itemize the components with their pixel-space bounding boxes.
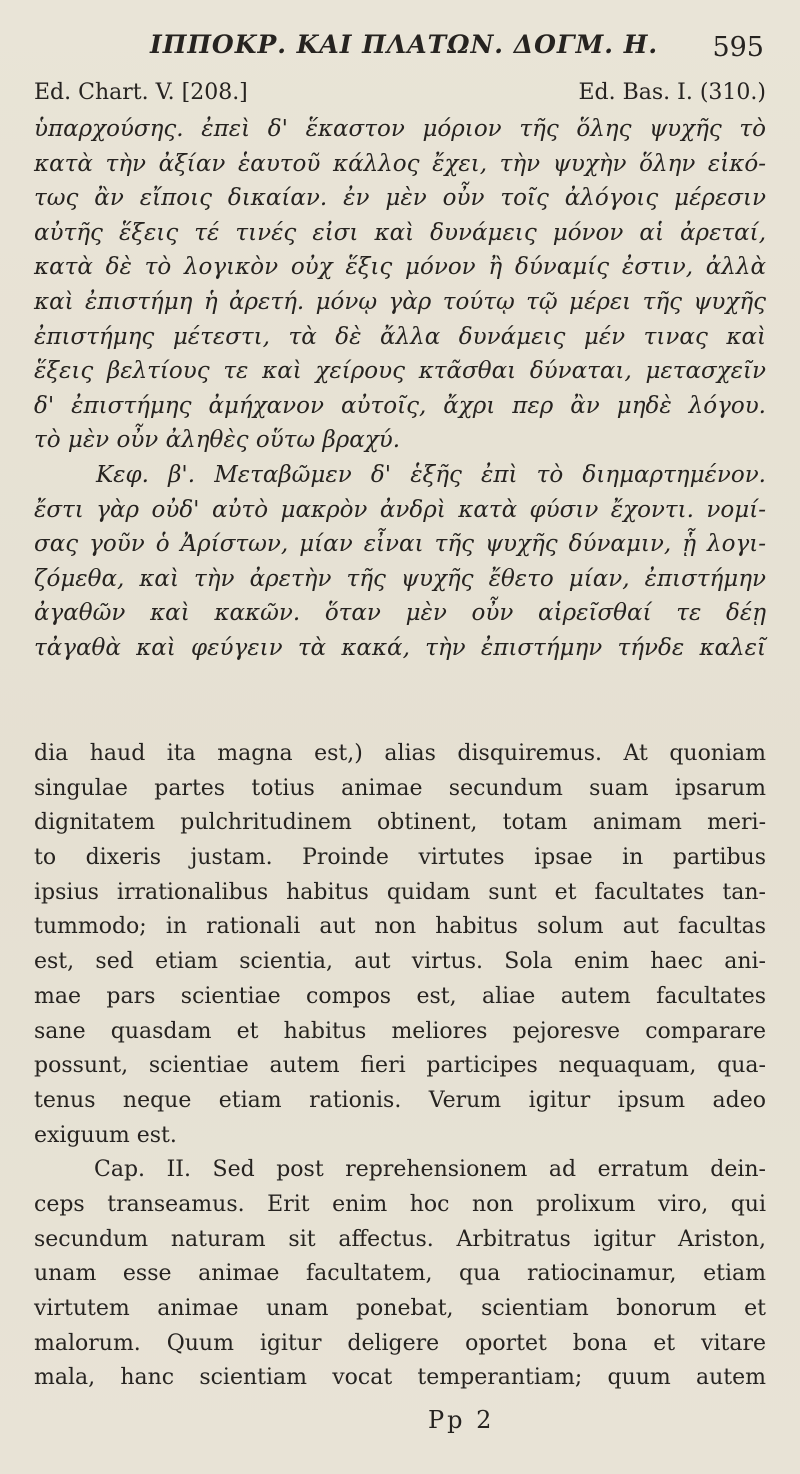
greek-line: ἔστι γὰρ οὐδ' αὐτὸ μακρὸν ἀνδρὶ κατὰ φύσιν ἔχοντι. νομί- bbox=[34, 496, 766, 523]
latin-chapter-heading-line: Cap. II. Sed post reprehensionem ad erratum dein- bbox=[94, 1157, 766, 1183]
edition-chartier: Ed. Chart. V. [208.] bbox=[34, 80, 248, 105]
latin-line: malorum. Quum igitur deligere oportet bona et vitare bbox=[34, 1330, 766, 1356]
greek-line: ἐπιστήμης μέτεστι, τὰ δὲ ἄλλα δυνάμεις μέν τινας καὶ bbox=[34, 323, 766, 350]
latin-line: dignitatem pulchritudinem obtinent, totam animam meri- bbox=[34, 810, 766, 836]
latin-line: secundum naturam sit affectus. Arbitratus igitur Ariston, bbox=[34, 1226, 766, 1252]
latin-line: singulae partes totius animae secundum suam ipsarum bbox=[34, 775, 766, 801]
greek-line: καὶ ἐπιστήμη ἡ ἀρετή. μόνῳ γὰρ τούτῳ τῷ μέρει τῆς ψυχῆς bbox=[34, 288, 766, 315]
greek-line: ἕξεις βελτίους τε καὶ χείρους κτᾶσθαι δύναται, μετασχεῖν bbox=[34, 358, 766, 385]
greek-line: κατὰ δὲ τὸ λογικὸν οὐχ ἕξις μόνον ἢ δύναμίς ἐστιν, ἀλλὰ bbox=[34, 254, 766, 281]
greek-line: αὐτῆς ἕξεις τέ τινές εἰσι καὶ δυνάμεις μόνον αἱ ἀρεταί, bbox=[34, 219, 766, 246]
edition-basel: Ed. Bas. I. (310.) bbox=[578, 80, 766, 105]
latin-line: ceps transeamus. Erit enim hoc non prolixum viro, qui bbox=[34, 1191, 766, 1217]
page-number: 595 bbox=[712, 32, 764, 63]
greek-line: ζόμεθα, καὶ τὴν ἀρετὴν τῆς ψυχῆς ἔθετο μίαν, ἐπιστήμην bbox=[34, 565, 766, 592]
page-header bbox=[0, 30, 800, 70]
latin-line: mae pars scientiae compos est, aliae autem facultates bbox=[34, 983, 766, 1009]
latin-line: virtutem animae unam ponebat, scientiam bonorum et bbox=[34, 1296, 766, 1321]
greek-text-block bbox=[34, 112, 766, 666]
greek-line: κατὰ τὴν ἀξίαν ἑαυτοῦ κάλλος ἔχει, τὴν ψυχὴν ὅλην εἰκό- bbox=[34, 150, 766, 177]
greek-line: τἀγαθὰ καὶ φεύγειν τὰ κακά, τὴν ἐπιστήμην τήνδε καλεῖ bbox=[34, 634, 766, 661]
greek-line: τως ἂν εἴποις δικαίαν. ἐν μὲν οὖν τοῖς ἀλόγοις μέρεσιν bbox=[34, 185, 766, 212]
greek-line: ὑπαρχούσης. ἐπεὶ δ' ἕκαστον μόριον τῆς ὅλης ψυχῆς τὸ bbox=[34, 116, 766, 142]
latin-line: sane quasdam et habitus meliores pejoresve comparare bbox=[34, 1018, 766, 1044]
latin-line: tenus neque etiam rationis. Verum igitur ipsum adeo bbox=[34, 1087, 766, 1113]
signature-mark: Pp 2 bbox=[428, 1406, 495, 1434]
latin-line: tummodo; in rationali aut non habitus solum aut facultas bbox=[34, 914, 766, 940]
greek-line: δ' ἐπιστήμης ἀμήχανον αὐτοῖς, ἄχρι περ ἂν μηδὲ λόγου. bbox=[34, 392, 766, 419]
latin-line: dia haud ita magna est,) alias disquiremus. At quoniam bbox=[34, 741, 766, 766]
edition-references bbox=[34, 80, 766, 108]
latin-line: exiguum est. bbox=[34, 1122, 177, 1148]
latin-line: to dixeris justam. Proinde virtutes ipsae in partibus bbox=[34, 845, 766, 871]
latin-line: est, sed etiam scientia, aut virtus. Sola enim haec ani- bbox=[34, 949, 766, 975]
latin-line: mala, hanc scientiam vocat temperantiam; quum autem bbox=[34, 1365, 766, 1391]
latin-line: possunt, scientiae autem fieri participes nequaquam, qua- bbox=[34, 1053, 766, 1079]
greek-chapter-heading-line: Κεφ. β'. Μεταβῶμεν δ' ἑξῆς ἐπὶ τὸ διημαρτημένον. bbox=[96, 461, 766, 488]
greek-line: σας γοῦν ὁ Ἀρίστων, μίαν εἶναι τῆς ψυχῆς δύναμιν, ᾗ λογι- bbox=[34, 531, 766, 558]
latin-line: ipsius irrationalibus habitus quidam sunt et facultates tan- bbox=[34, 879, 766, 905]
running-title: ΙΠΠΟΚΡ. ΚΑΙ ΠΛΑΤΩΝ. ΔΟΓΜ. Η. bbox=[150, 30, 659, 59]
greek-line: ἀγαθῶν καὶ κακῶν. ὅταν μὲν οὖν αἱρεῖσθαί τε δέῃ bbox=[34, 600, 766, 627]
latin-line: unam esse animae facultatem, qua ratiocinamur, etiam bbox=[34, 1261, 766, 1287]
greek-line: τὸ μὲν οὖν ἀληθὲς οὕτω βραχύ. bbox=[34, 427, 401, 454]
latin-text-block bbox=[34, 737, 766, 1396]
